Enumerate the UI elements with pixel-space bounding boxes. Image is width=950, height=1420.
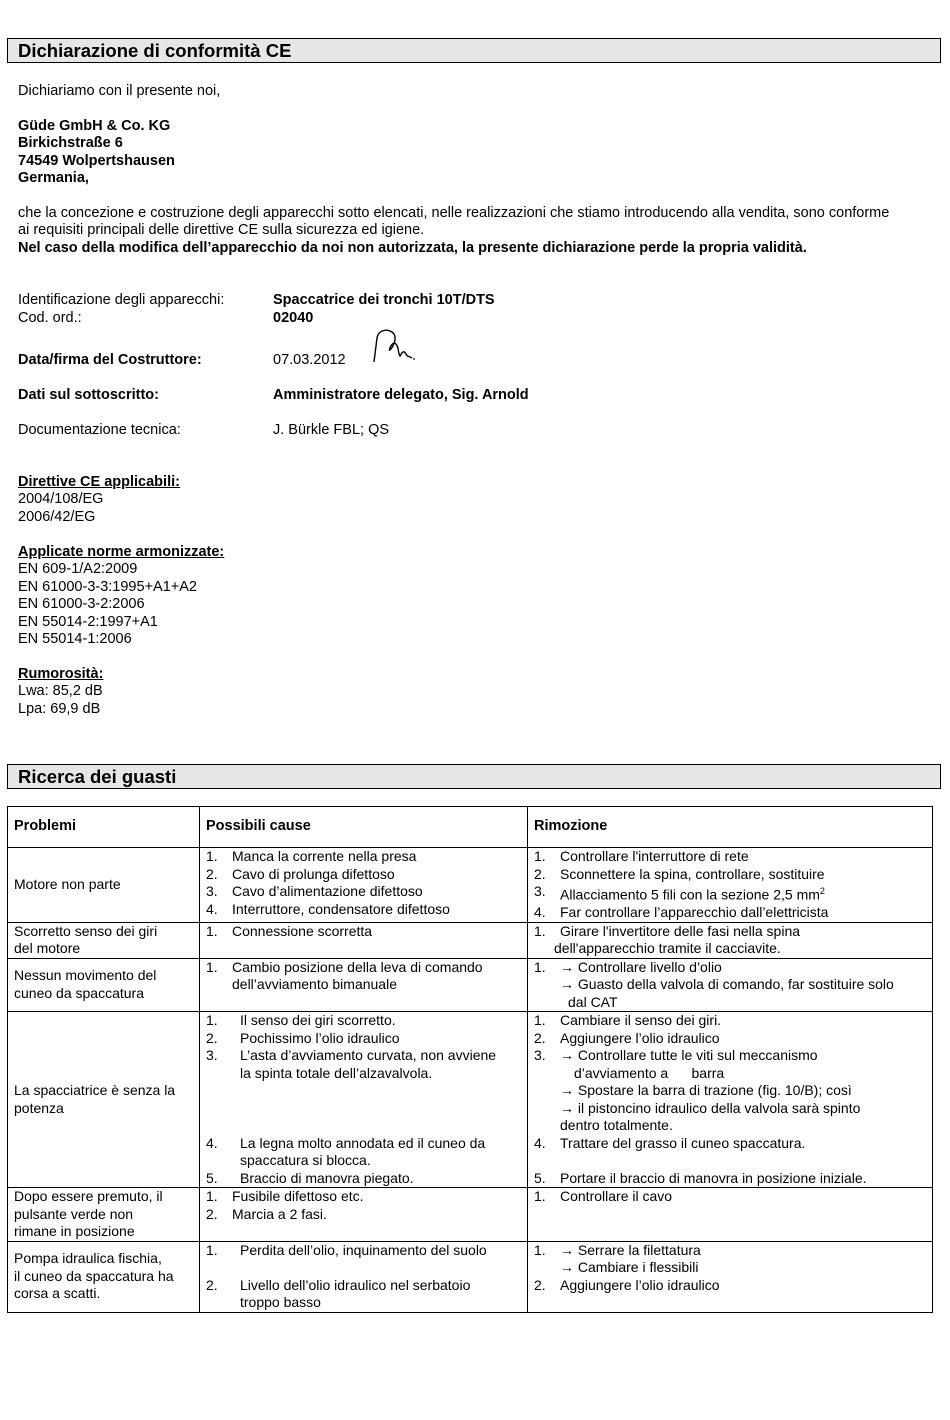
company-country: Germania,: [18, 170, 89, 186]
problem-cell: Dopo essere premuto, il pulsante verde non rimane in posizione: [8, 1188, 200, 1242]
device-id-label: Identificazione degli apparecchi:: [18, 292, 225, 308]
tech-doc-label: Documentazione tecnica:: [18, 422, 181, 438]
directives-title: Direttive CE applicabili:: [18, 474, 180, 490]
troubleshooting-title: Ricerca dei guasti: [18, 766, 177, 787]
list-item: 1. Manca la corrente nella presa: [206, 848, 417, 864]
conformity-paragraph-2: ai requisiti principali delle direttive CE sulla sicurezza ed igiene.: [18, 222, 425, 238]
causes-cell: [200, 848, 528, 923]
causes-cell: 1. Connessione scorretta: [200, 922, 528, 958]
noise-lwa: Lwa: 85,2 dB: [18, 683, 103, 699]
column-header-fix: Rimozione: [528, 807, 933, 848]
problem-cell: Nessun movimento del cuneo da spaccatura: [8, 958, 200, 1012]
table-row: [8, 958, 933, 1012]
fix-cell: 1. Girare l'invertitore delle fasi nella spina dell'apparecchio tramite il cacciavite.: [528, 922, 933, 958]
causes-cell: 1. Perdita dell’olio, inquinamento del suolo 2. Livello dell’olio idraulico nel serbatoio troppo basso: [200, 1241, 528, 1312]
declaration-header: [7, 38, 941, 63]
noise-lpa: Lpa: 69,9 dB: [18, 701, 101, 717]
problem-cell: La spacciatrice è senza la potenza: [8, 1012, 200, 1188]
column-header-problems: Problemi: [8, 807, 200, 848]
list-item: 1. Controllare l'interruttore di rete: [534, 848, 749, 864]
troubleshooting-header: [7, 764, 941, 789]
company-street: Birkichstraße 6: [18, 135, 123, 151]
column-header-causes: Possibili cause: [200, 807, 528, 848]
order-code-value: 02040: [273, 310, 314, 326]
table-row: [8, 1012, 933, 1188]
list-item: 3. Cavo d’alimentazione difettoso: [206, 883, 423, 899]
table-header-row: [8, 807, 933, 848]
causes-cell: 1. Fusibile difettoso etc. 2. Marcia a 2 fasi.: [200, 1188, 528, 1242]
table-row: [8, 922, 933, 958]
company-city: 74549 Wolpertshausen: [18, 153, 175, 169]
problem-cell: Pompa idraulica fischia, il cuneo da spaccatura ha corsa a scatti.: [8, 1241, 200, 1312]
tech-doc-value: J. Bürkle FBL; QS: [273, 422, 390, 438]
list-item: 2. Cavo di prolunga difettoso: [206, 865, 395, 882]
norm-item: EN 55014-2:1997+A1: [18, 614, 158, 630]
conformity-paragraph-1: che la concezione e costruzione degli apparecchi sotto elencati, nelle realizzazioni che stiamo introducendo alla vendita, sono conforme: [18, 205, 890, 221]
intro-text: Dichiariamo con il presente noi,: [18, 83, 221, 99]
list-item: 4. Far controllare l’apparecchio dall’elettricista: [534, 904, 829, 921]
declaration-title: Dichiarazione di conformità CE: [18, 40, 292, 61]
noise-title: Rumorosità:: [18, 666, 104, 682]
fix-cell: 1. Controllare il cavo: [528, 1188, 933, 1242]
date-signature-label: Data/firma del Costruttore:: [18, 352, 202, 368]
norm-item: EN 61000-3-3:1995+A1+A2: [18, 579, 197, 595]
norm-item: EN 61000-3-2:2006: [18, 596, 145, 612]
signatory-label: Dati sul sottoscritto:: [18, 387, 159, 403]
causes-cell: 1. Il senso dei giri scorretto. 2. Pochissimo l’olio idraulico 3. L’asta d’avviamento curvata, non avviene la spinta totale dell’alzavalvola. 4. La legna molto annodata ed il cuneo da spaccatura si blocca. 5. Braccio di manovra piegato.: [200, 1012, 528, 1188]
troubleshooting-table: [7, 806, 933, 1313]
directive-item: 2006/42/EG: [18, 509, 96, 525]
company-name: Güde GmbH & Co. KG: [18, 118, 171, 134]
list-item: 2. Sconnettere la spina, controllare, sostituire: [534, 865, 825, 882]
fix-cell: 1. → Serrare la filettatura → Cambiare i flessibili 2. Aggiungere l’olio idraulico: [528, 1241, 933, 1312]
signature-image: [366, 326, 418, 366]
table-row: [8, 1188, 933, 1242]
table-row: [8, 848, 933, 923]
device-id-value: Spaccatrice dei tronchi 10T/DTS: [273, 292, 495, 308]
order-code-label: Cod. ord.:: [18, 310, 82, 326]
directive-item: 2004/108/EG: [18, 491, 104, 507]
norm-item: EN 609-1/A2:2009: [18, 561, 138, 577]
problem-cell: Motore non parte: [8, 848, 200, 923]
list-item: 4. Interruttore, condensatore difettoso: [206, 900, 450, 917]
fix-cell: [528, 848, 933, 923]
table-row: [8, 1241, 933, 1312]
problem-cell: Scorretto senso dei giri del motore: [8, 922, 200, 958]
norms-title: Applicate norme armonizzate:: [18, 544, 225, 560]
date-value: 07.03.2012: [273, 352, 346, 368]
fix-cell: 1. Cambiare il senso dei giri. 2. Aggiungere l’olio idraulico 3. → Controllare tutte le viti sul meccanismo d’avviamento a barra → Spostare la barra di trazione (fig. 10/B); così → il pistoncino idraulico della valvola sarà spinto dentro totalmente. 4. Trattare del grasso il cuneo spaccatura. 5. Portare il braccio di manovra in posizione iniziale.: [528, 1012, 933, 1188]
causes-cell: 1. Cambio posizione della leva di comando dell’avviamento bimanuale: [200, 958, 528, 1012]
list-item: 3. Allacciamento 5 fili con la sezione 2,5 $mm^2$: [534, 883, 825, 903]
validity-note: Nel caso della modifica dell’apparecchio da noi non autorizzata, la presente dichiarazione perde la propria validità.: [18, 240, 807, 256]
norm-item: EN 55014-1:2006: [18, 631, 132, 647]
fix-cell: 1. → Controllare livello d’olio → Guasto della valvola di comando, far sostituire solo dal CAT: [528, 958, 933, 1012]
signatory-value: Amministratore delegato, Sig. Arnold: [273, 387, 529, 403]
